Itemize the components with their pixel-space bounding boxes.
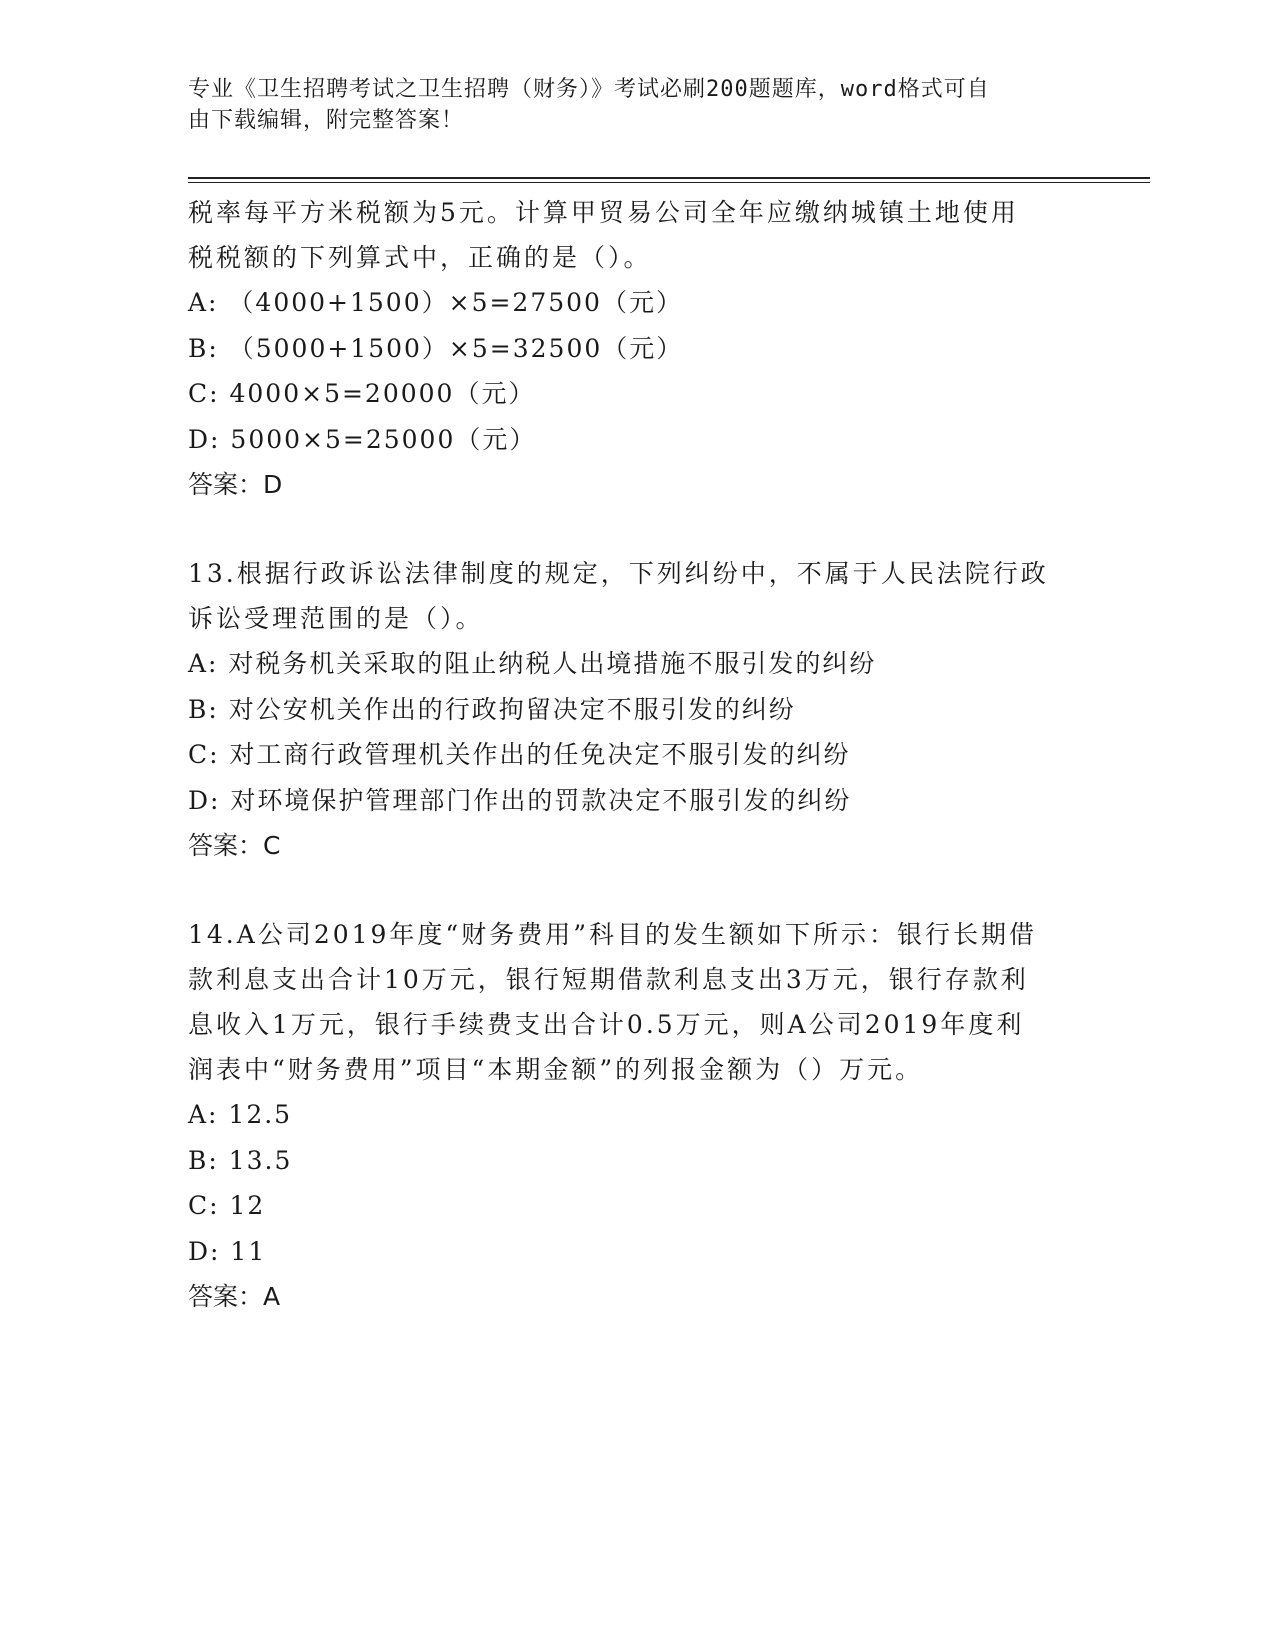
option-d: D: 5000×5=25000（元） xyxy=(188,424,537,454)
option-c: C: 对工商行政管理机关作出的任免决定不服引发的纠纷 xyxy=(188,740,851,769)
header-title-line-2: 由下载编辑，附完整答案！ xyxy=(188,108,465,133)
question-stem-line: 诉讼受理范围的是（）。 xyxy=(188,604,484,633)
option-b: B: 13.5 xyxy=(188,1145,293,1175)
spacer xyxy=(188,868,1088,912)
question-stem-line: 13.根据行政诉讼法律制度的规定，下列纠纷中，不属于人民法院行政 xyxy=(188,559,1049,588)
question-stem-line: 息收入1万元，银行手续费支出合计0.5万元，则A公司2019年度利 xyxy=(188,1010,1025,1039)
question-list xyxy=(188,190,1088,1319)
spacer xyxy=(188,507,1088,551)
header-title-line-1: 专业《卫生招聘考试之卫生招聘（财务）》考试必刷200题题库，word格式可自 xyxy=(188,77,990,102)
question-stem-line: 款利息支出合计10万元，银行短期借款利息支出3万元，银行存款利 xyxy=(188,965,1029,994)
option-b: B: （5000+1500）×5=32500（元） xyxy=(188,333,684,363)
answer-line: 答案：D xyxy=(188,470,283,499)
question-14 xyxy=(188,912,1088,1319)
header-divider-thick xyxy=(188,177,1150,179)
document-header xyxy=(188,74,1088,136)
question-12 xyxy=(188,190,1088,507)
option-a: A: 12.5 xyxy=(188,1100,293,1129)
question-stem-line: 14.A公司2019年度“财务费用”科目的发生额如下所示：银行长期借 xyxy=(188,920,1037,949)
option-a: A: 对税务机关采取的阻止纳税人出境措施不服引发的纠纷 xyxy=(188,649,877,678)
option-a: A: （4000+1500）×5=27500（元） xyxy=(188,288,683,317)
question-stem-line: 税税额的下列算式中，正确的是（）。 xyxy=(188,243,652,272)
option-c: C: 4000×5=20000（元） xyxy=(188,379,536,408)
header-divider-thin xyxy=(188,182,1150,183)
option-c: C: 12 xyxy=(188,1191,266,1220)
question-stem-line: 润表中“财务费用”项目“本期金额”的列报金额为（）万元。 xyxy=(188,1055,924,1084)
question-stem-line: 税率每平方米税额为5元。计算甲贸易公司全年应缴纳城镇土地使用 xyxy=(188,198,1019,227)
question-13 xyxy=(188,551,1088,868)
option-b: B: 对公安机关作出的行政拘留决定不服引发的纠纷 xyxy=(188,694,796,724)
answer-line: 答案：A xyxy=(188,1282,281,1311)
option-d: D: 对环境保护管理部门作出的罚款决定不服引发的纠纷 xyxy=(188,785,852,815)
option-d: D: 11 xyxy=(188,1236,267,1266)
answer-line: 答案：C xyxy=(188,831,281,860)
